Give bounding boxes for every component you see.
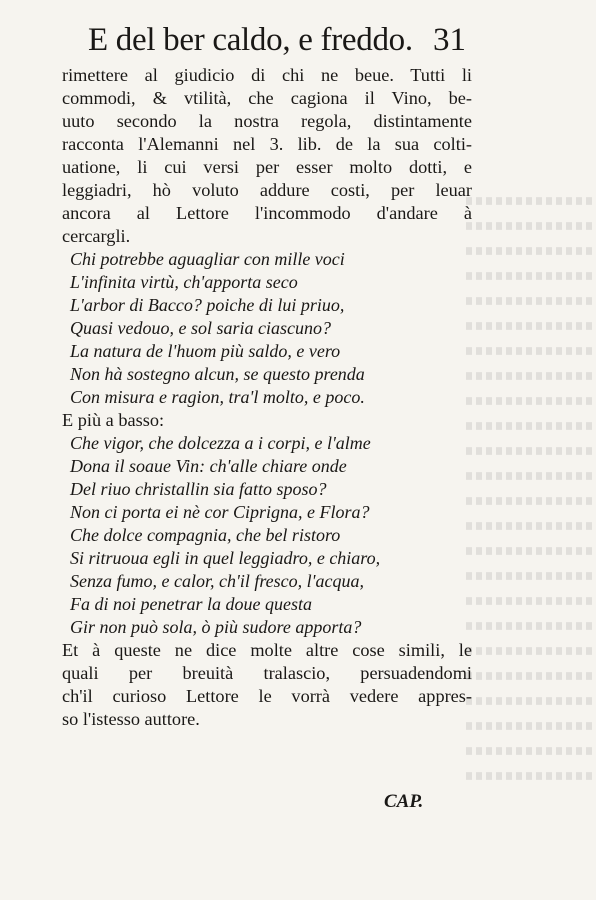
verse-line: La natura de l'huom più saldo, e vero [70, 341, 341, 361]
verse-line: Dona il soaue Vin: ch'alle chiare onde [70, 456, 347, 476]
verse-line: Con misura e ragion, tra'l molto, e poco. [70, 387, 365, 407]
verse-line: Senza fumo, e calor, ch'il fresco, l'acqua, [70, 571, 364, 591]
body-text [62, 64, 472, 731]
verse-quotation-1 [62, 248, 472, 409]
verse-line: Gir non può sola, ò più sudore apporta? [70, 617, 362, 637]
text-line: cercargli. [62, 226, 131, 246]
running-title: E del ber caldo, e freddo. [88, 22, 413, 58]
verse-line: Che dolce compagnia, che bel ristoro [70, 525, 341, 545]
text-line: rimettere al giudicio di chi ne beue. Tutti li [62, 65, 472, 85]
paragraph-2 [62, 639, 472, 731]
text-line: racconta l'Alemanni nel 3. lib. de la sua colti- [62, 134, 472, 154]
verse-line: Quasi vedouo, e sol saria ciascuno? [70, 318, 331, 338]
text-line: commodi, & vtilità, che cagiona il Vino, be- [62, 88, 472, 108]
verse-line: Fa di noi penetrar la doue questa [70, 594, 312, 614]
page-number: 31 [433, 22, 466, 58]
verse-line: L'infinita virtù, ch'apporta seco [70, 272, 298, 292]
text-line: ch'il curioso Lettore le vorrà vedere appres- [62, 686, 472, 706]
text-line: uatione, li cui versi per esser molto dotti, e [62, 157, 472, 177]
running-head [88, 22, 488, 68]
verse-line: Che vigor, che dolcezza a i corpi, e l'alme [70, 433, 371, 453]
verse-line: Del riuo christallin sia fatto sposo? [70, 479, 327, 499]
bleed-through-text [466, 190, 596, 810]
verse-line: Chi potrebbe aguagliar con mille voci [70, 249, 345, 269]
transition-line [62, 409, 472, 432]
text-line: leggiadri, hò voluto addure costi, per leuar [62, 180, 472, 200]
verse-line: Si ritruoua egli in quel leggiadro, e chiaro, [70, 548, 381, 568]
text-line: so l'istesso auttore. [62, 709, 200, 729]
verse-quotation-2 [62, 432, 472, 639]
text-line: quali per breuità tralascio, persuadendomi [62, 663, 472, 683]
text-line: E più a basso: [62, 410, 165, 430]
paragraph-1 [62, 64, 472, 248]
verse-line: Non hà sostegno alcun, se questo prenda [70, 364, 365, 384]
verse-line: L'arbor di Bacco? poiche di lui priuo, [70, 295, 345, 315]
text-line: ancora al Lettore l'incommodo d'andare à [62, 203, 472, 223]
text-line: Et à queste ne dice molte altre cose simili, le [62, 640, 472, 660]
verse-line: Non ci porta ei nè cor Ciprigna, e Flora? [70, 502, 370, 522]
catchword: CAP. [384, 791, 424, 812]
text-line: uuto secondo la nostra regola, distintamente [62, 111, 472, 131]
